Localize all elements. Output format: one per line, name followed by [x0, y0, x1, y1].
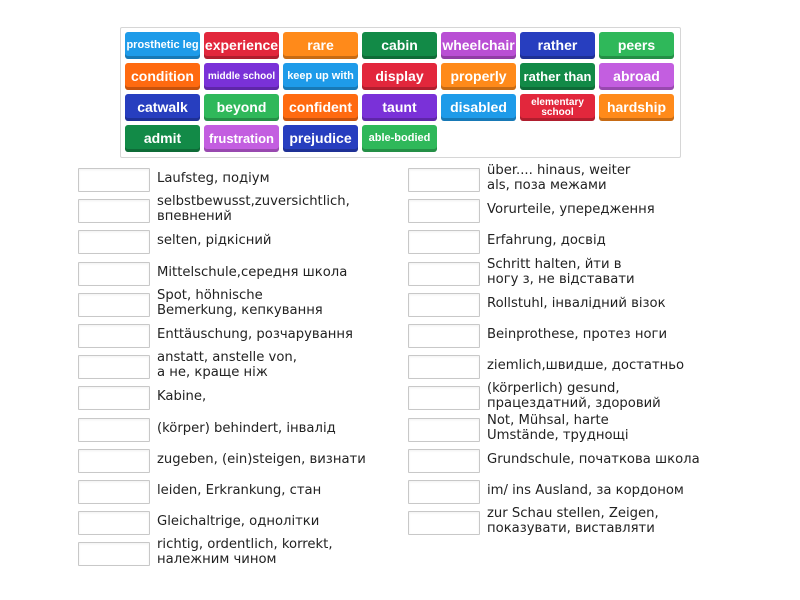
clue-text: über.... hinaus, weiter als, поза межами: [487, 163, 631, 193]
word-tile[interactable]: rare: [283, 32, 358, 59]
clue-text: richtig, ordentlich, korrekt, належним чином: [157, 537, 333, 568]
drop-target[interactable]: [408, 449, 480, 473]
word-tile[interactable]: confident: [283, 94, 358, 121]
word-tile[interactable]: middle school: [204, 63, 279, 90]
clue-text: Not, Mühsal, harte Umstände, труднощі: [487, 412, 629, 443]
drop-target[interactable]: [78, 542, 150, 566]
drop-target[interactable]: [78, 355, 150, 379]
clue-text: Enttäuschung, розчарування: [157, 327, 353, 342]
drop-target[interactable]: [408, 293, 480, 317]
clue-text: (körper) behindert, інвалід: [157, 420, 336, 436]
clue-text: im/ ins Ausland, за кордоном: [487, 483, 684, 498]
word-tile[interactable]: rather than: [520, 63, 595, 90]
clue-text: zugeben, (ein)steigen, визнати: [157, 451, 366, 467]
clue-text: ziemlich,швидше, достатньо: [487, 358, 685, 374]
clue-text: selbstbewusst,zuversichtlich, впевнений: [157, 194, 350, 225]
clue-text: Rollstuhl, інвалідний візок: [487, 295, 666, 311]
drop-target[interactable]: [78, 511, 150, 535]
clue-text: Gleichaltrige, однолітки: [157, 514, 320, 530]
drop-target[interactable]: [78, 168, 150, 192]
word-tile[interactable]: condition: [125, 63, 200, 90]
word-tile[interactable]: display: [362, 63, 437, 90]
clue-text: Erfahrung, досвід: [487, 233, 606, 249]
clue-text: (körperlich) gesund, працездатний, здоровий: [487, 381, 661, 412]
word-tile[interactable]: able-bodied: [362, 125, 437, 152]
drop-target[interactable]: [78, 324, 150, 348]
drop-target[interactable]: [408, 230, 480, 254]
word-tile[interactable]: admit: [125, 125, 200, 152]
word-tile[interactable]: prejudice: [283, 125, 358, 152]
word-tile[interactable]: abroad: [599, 63, 674, 90]
drop-target[interactable]: [408, 262, 480, 286]
clue-text: Grundschule, початкова школа: [487, 451, 700, 467]
drop-target[interactable]: [408, 199, 480, 223]
word-tile[interactable]: catwalk: [125, 94, 200, 121]
word-tile[interactable]: peers: [599, 32, 674, 59]
word-tile[interactable]: rather: [520, 32, 595, 59]
drop-target[interactable]: [78, 449, 150, 473]
clue-text: Beinprothese, протез ноги: [487, 327, 668, 342]
drop-target[interactable]: [408, 386, 480, 410]
drop-target[interactable]: [408, 511, 480, 535]
word-tile[interactable]: keep up with: [283, 63, 358, 90]
drop-target[interactable]: [78, 199, 150, 223]
word-tile[interactable]: hardship: [599, 94, 674, 121]
clue-text: Laufsteg, подіум: [157, 171, 270, 186]
drop-target[interactable]: [78, 230, 150, 254]
drop-target[interactable]: [408, 355, 480, 379]
drop-target[interactable]: [78, 293, 150, 317]
clue-text: selten, рідкісний: [157, 233, 272, 249]
drop-target[interactable]: [78, 386, 150, 410]
clue-text: Schritt halten, йти в ногу з, не відставати: [487, 256, 635, 287]
word-tile[interactable]: wheelchair: [441, 32, 516, 59]
drop-target[interactable]: [78, 262, 150, 286]
word-bank: [120, 27, 681, 158]
clue-text: Spot, höhnische Bemerkung, кепкування: [157, 287, 323, 318]
drop-target[interactable]: [78, 480, 150, 504]
clue-text: Kabine,: [157, 389, 207, 405]
clue-text: Mittelschule,середня школа: [157, 264, 348, 280]
word-tile[interactable]: properly: [441, 63, 516, 90]
word-tile[interactable]: prosthetic leg: [125, 32, 200, 59]
word-tile[interactable]: taunt: [362, 94, 437, 121]
word-tile[interactable]: disabled: [441, 94, 516, 121]
word-tile[interactable]: cabin: [362, 32, 437, 59]
word-tile[interactable]: elementary school: [520, 94, 595, 121]
drop-target[interactable]: [78, 418, 150, 442]
clue-text: anstatt, anstelle von, а не, краще ніж: [157, 350, 297, 381]
clue-text: leiden, Erkrankung, стан: [157, 483, 322, 498]
clue-text: zur Schau stellen, Zeigen, показувати, виставляти: [487, 506, 659, 537]
drop-target[interactable]: [408, 418, 480, 442]
clue-text: Vorurteile, упередження: [487, 202, 655, 218]
drop-target[interactable]: [408, 168, 480, 192]
drop-target[interactable]: [408, 324, 480, 348]
word-tile[interactable]: experience: [204, 32, 279, 59]
drop-target[interactable]: [408, 480, 480, 504]
word-tile[interactable]: beyond: [204, 94, 279, 121]
word-tile[interactable]: frustration: [204, 125, 279, 152]
